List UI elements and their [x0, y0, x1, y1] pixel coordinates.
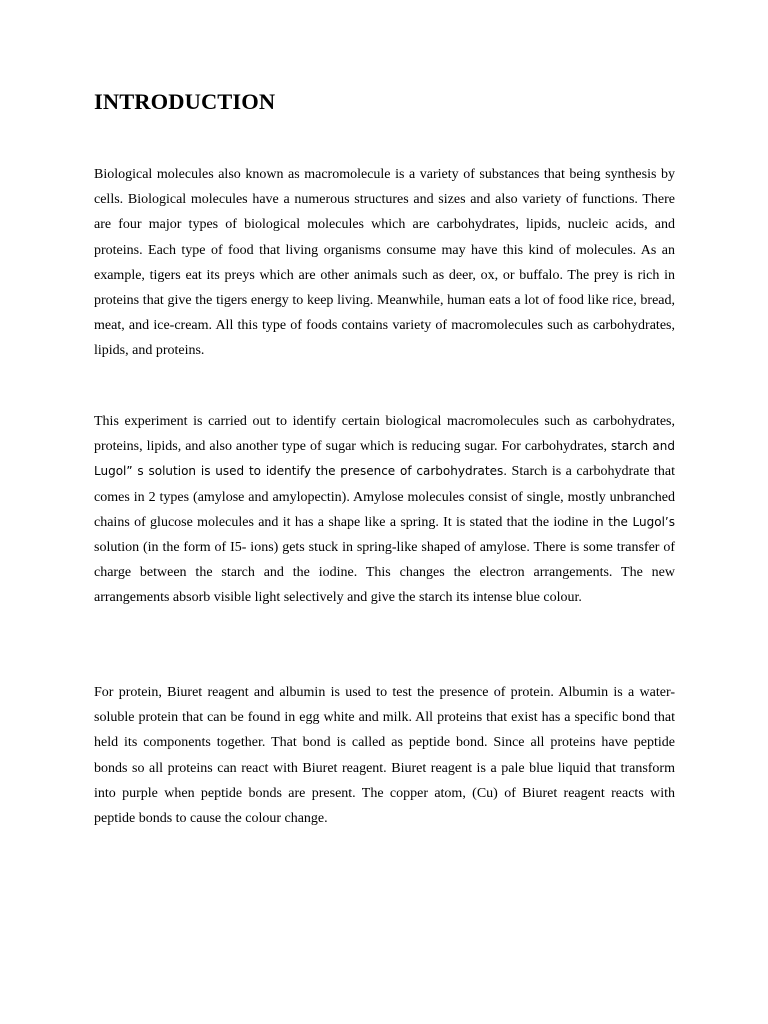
- paragraph-text: Starch is a carbohydrate that comes in 2 types (amylose and amylopectin). Amylose molecules consist of single, mostly unbranched chains of glucose molecules and it has a shape like a spring. It is stated that the iodine: [94, 464, 675, 530]
- section-heading: INTRODUCTION: [94, 89, 276, 114]
- paragraph-text: This experiment is carried out to identify certain biological macromolecules such as carbohydrates, proteins, lipids, and also another type of sugar which is reducing sugar. For carbohydrates,: [94, 414, 675, 455]
- paragraph-biological-molecules: Biological molecules also known as macromolecule is a variety of substances that being synthesis by cells. Biological molecules have a numerous structures and sizes and also variety of functions. There are four major types of biological molecules which are carbohydrates, lipids, nucleic acids, and proteins. Each type of food that living organisms consume may have this kind of molecules. As an example, tigers eat its preys which are other animals such as deer, ox, or buffalo. The prey is rich in proteins that give the tigers energy to keep living. Meanwhile, human eats a lot of food like rice, bread, meat, and ice-cream. All this type of foods contains variety of macromolecules such as carbohydrates, lipids, and proteins.: [94, 167, 675, 359]
- paragraph-text-alt-font: starch and Lugol” s solution is used to identify the presence of carbohydrates.: [94, 439, 675, 479]
- paragraph-text: solution (in the form of I5- ions) gets stuck in spring-like shaped of amylose. There is some transfer of charge between the starch and the iodine. This changes the electron arrangements. The new arrangements absorb visible light selectively and give the starch its intense blue colour.: [94, 540, 675, 606]
- paragraph-experiment-carbohydrates: [94, 409, 675, 611]
- paragraph-text-alt-font: in the Lugol’s: [592, 514, 675, 529]
- paragraph-protein-test: For protein, Biuret reagent and albumin is used to test the presence of protein. Albumin is a water-soluble protein that can be found in egg white and milk. All proteins that exist has a specific bond that held its components together. That bond is called as peptide bond. Since all proteins have peptide bonds so all proteins can react with Biuret reagent. Biuret reagent is a pale blue liquid that transform into purple when peptide bonds are present. The copper atom, (Cu) of Biuret reagent reacts with peptide bonds to cause the colour change.: [94, 685, 675, 827]
